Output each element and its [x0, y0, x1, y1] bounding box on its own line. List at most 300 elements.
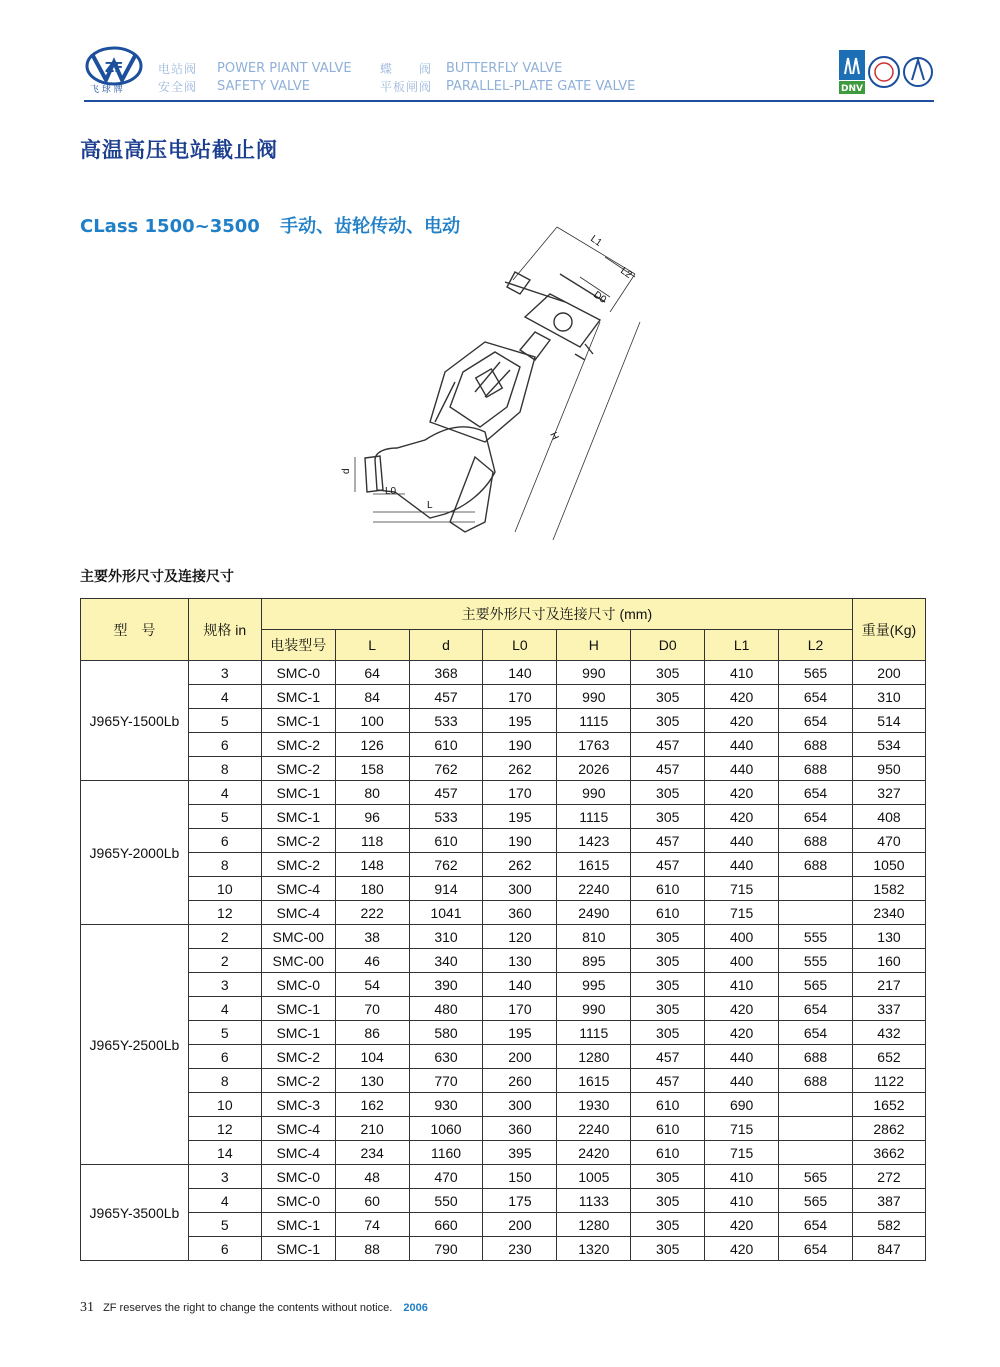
table-cell: 410	[705, 973, 779, 997]
table-cell: 162	[335, 1093, 409, 1117]
table-cell: 222	[335, 901, 409, 925]
table-cell: 550	[409, 1189, 483, 1213]
table-cell: 195	[483, 805, 557, 829]
table-cell: 195	[483, 1021, 557, 1045]
table-cell: 580	[409, 1021, 483, 1045]
table-cell: 1115	[557, 1021, 631, 1045]
table-cell: 470	[852, 829, 925, 853]
table-cell: 300	[483, 877, 557, 901]
table-cell: 895	[557, 949, 631, 973]
table-cell: SMC-4	[261, 1117, 335, 1141]
table-cell: 3	[188, 1165, 261, 1189]
table-cell: 2240	[557, 877, 631, 901]
table-row	[81, 1069, 926, 1093]
table-row	[81, 1093, 926, 1117]
table-cell: 457	[631, 829, 705, 853]
table-row	[81, 709, 926, 733]
table-cell: 368	[409, 661, 483, 685]
table-cell: 2340	[852, 901, 925, 925]
table-cell: 262	[483, 757, 557, 781]
table-cell: 2490	[557, 901, 631, 925]
header-right-cn-1: 蝶 阀	[380, 62, 433, 76]
table-cell: 610	[409, 829, 483, 853]
header-dimensions: 主要外形尺寸及连接尺寸 (mm)	[261, 599, 852, 630]
table-cell: 420	[705, 1021, 779, 1045]
table-row	[81, 781, 926, 805]
table-cell: 217	[852, 973, 925, 997]
header-left-en-2: SAFETY VALVE	[217, 79, 310, 94]
table-cell: SMC-4	[261, 877, 335, 901]
subheader-cell: L	[335, 630, 409, 661]
table-row	[81, 925, 926, 949]
table-cell: SMC-2	[261, 829, 335, 853]
table-cell: 514	[852, 709, 925, 733]
table-cell: SMC-1	[261, 781, 335, 805]
table-cell: 480	[409, 997, 483, 1021]
page-number: 31	[80, 1300, 94, 1315]
table-cell: 180	[335, 877, 409, 901]
table-cell: 305	[631, 949, 705, 973]
table-cell: 654	[779, 997, 853, 1021]
table-cell: 457	[631, 1045, 705, 1069]
table-cell: 200	[483, 1045, 557, 1069]
table-cell: 5	[188, 1213, 261, 1237]
table-cell: 130	[335, 1069, 409, 1093]
table-cell: 12	[188, 1117, 261, 1141]
table-cell: 654	[779, 805, 853, 829]
table-cell: 533	[409, 709, 483, 733]
table-cell: SMC-0	[261, 1165, 335, 1189]
table-cell: 534	[852, 733, 925, 757]
table-cell: 3662	[852, 1141, 925, 1165]
table-cell: 360	[483, 1117, 557, 1141]
table-cell: 408	[852, 805, 925, 829]
table-cell: 305	[631, 925, 705, 949]
label-D0: D0	[591, 289, 609, 306]
table-cell: 1133	[557, 1189, 631, 1213]
table-cell: 310	[852, 685, 925, 709]
table-cell: 170	[483, 997, 557, 1021]
table-cell: 8	[188, 853, 261, 877]
table-cell: 1041	[409, 901, 483, 925]
header-model: 型 号	[81, 599, 189, 661]
table-cell: 170	[483, 781, 557, 805]
drive-types: 手动、齿轮传动、电动	[280, 216, 461, 237]
table-cell: 660	[409, 1213, 483, 1237]
table-cell: 610	[631, 1093, 705, 1117]
table-row	[81, 733, 926, 757]
table-cell: 60	[335, 1189, 409, 1213]
table-cell: 160	[852, 949, 925, 973]
table-cell: 1652	[852, 1093, 925, 1117]
table-cell: 2	[188, 925, 261, 949]
table-row	[81, 829, 926, 853]
table-cell: 74	[335, 1213, 409, 1237]
table-row	[81, 1141, 926, 1165]
table-cell: 1320	[557, 1237, 631, 1261]
table-cell: 565	[779, 1189, 853, 1213]
header-size: 规格 in	[188, 599, 261, 661]
table-cell	[779, 901, 853, 925]
table-row	[81, 661, 926, 685]
table-row	[81, 1237, 926, 1261]
label-L2: L2	[618, 265, 634, 281]
table-cell: SMC-1	[261, 1237, 335, 1261]
table-cell: 38	[335, 925, 409, 949]
table-cell: 1060	[409, 1117, 483, 1141]
table-cell: 300	[483, 1093, 557, 1117]
table-cell: 1423	[557, 829, 631, 853]
table-cell: 432	[852, 1021, 925, 1045]
header-right-cn	[380, 60, 432, 96]
table-cell: 10	[188, 1093, 261, 1117]
table-cell: 654	[779, 1237, 853, 1261]
table-cell: 1115	[557, 709, 631, 733]
table-cell: 555	[779, 925, 853, 949]
table-cell	[779, 1117, 853, 1141]
table-cell: 340	[409, 949, 483, 973]
table-cell: 440	[705, 733, 779, 757]
table-cell: 54	[335, 973, 409, 997]
table-cell: 420	[705, 781, 779, 805]
table-cell: 262	[483, 853, 557, 877]
table-cell: 5	[188, 805, 261, 829]
header-right-en	[446, 60, 635, 96]
table-row	[81, 1117, 926, 1141]
table-cell: 130	[852, 925, 925, 949]
table-cell: 565	[779, 1165, 853, 1189]
table-cell: 420	[705, 1213, 779, 1237]
table-cell: 4	[188, 997, 261, 1021]
table-cell: 305	[631, 685, 705, 709]
class-range: CLass 1500~3500	[80, 216, 260, 237]
table-cell: SMC-1	[261, 805, 335, 829]
table-cell: 565	[779, 973, 853, 997]
table-cell: 1582	[852, 877, 925, 901]
table-cell: 990	[557, 685, 631, 709]
table-cell: 305	[631, 1021, 705, 1045]
table-cell: SMC-4	[261, 1141, 335, 1165]
table-cell: 914	[409, 877, 483, 901]
header-left-cn	[158, 60, 197, 96]
table-cell: 395	[483, 1141, 557, 1165]
table-cell: SMC-1	[261, 685, 335, 709]
table-cell: 715	[705, 1141, 779, 1165]
table-cell: 457	[631, 1069, 705, 1093]
table-cell: SMC-1	[261, 1213, 335, 1237]
table-cell: 200	[483, 1213, 557, 1237]
table-cell: 8	[188, 757, 261, 781]
table-cell: SMC-2	[261, 853, 335, 877]
table-cell: 790	[409, 1237, 483, 1261]
table-cell: 310	[409, 925, 483, 949]
table-row	[81, 949, 926, 973]
table-cell: 810	[557, 925, 631, 949]
table-cell: 654	[779, 685, 853, 709]
table-row	[81, 997, 926, 1021]
table-cell: 457	[631, 733, 705, 757]
table-cell: 420	[705, 709, 779, 733]
table-cell: 2862	[852, 1117, 925, 1141]
table-row	[81, 1213, 926, 1237]
table-cell: 272	[852, 1165, 925, 1189]
table-cell: 210	[335, 1117, 409, 1141]
table-cell: 654	[779, 781, 853, 805]
table-cell: 1280	[557, 1045, 631, 1069]
table-cell: 610	[631, 1141, 705, 1165]
table-cell: 582	[852, 1213, 925, 1237]
table-cell: 104	[335, 1045, 409, 1069]
subheader-cell: 电装型号	[261, 630, 335, 661]
table-cell: 690	[705, 1093, 779, 1117]
table-cell: 610	[631, 1117, 705, 1141]
table-cell: 688	[779, 1045, 853, 1069]
table-cell: 950	[852, 757, 925, 781]
table-cell: 1050	[852, 853, 925, 877]
subheader-cell: L0	[483, 630, 557, 661]
table-cell	[779, 877, 853, 901]
table-cell: 654	[779, 709, 853, 733]
table-cell: 770	[409, 1069, 483, 1093]
table-cell: 1005	[557, 1165, 631, 1189]
model-cell: J965Y-2000Lb	[81, 781, 189, 925]
table-cell: 80	[335, 781, 409, 805]
table-cell: 565	[779, 661, 853, 685]
table-cell: 440	[705, 1045, 779, 1069]
table-cell: 688	[779, 829, 853, 853]
table-cell: SMC-0	[261, 973, 335, 997]
table-cell: 1615	[557, 1069, 631, 1093]
table-cell: 3	[188, 973, 261, 997]
table-cell: SMC-0	[261, 661, 335, 685]
table-cell: 1763	[557, 733, 631, 757]
table-cell: 990	[557, 661, 631, 685]
table-cell: SMC-1	[261, 1021, 335, 1045]
table-row	[81, 877, 926, 901]
table-cell: 200	[852, 661, 925, 685]
table-cell: 8	[188, 1069, 261, 1093]
table-row	[81, 685, 926, 709]
subheader-cell: L2	[779, 630, 853, 661]
table-cell: 990	[557, 781, 631, 805]
table-cell: 410	[705, 1189, 779, 1213]
table-cell: 4	[188, 1189, 261, 1213]
subheader-cell: L1	[705, 630, 779, 661]
header-left-cn-2: 安全阀	[158, 80, 198, 94]
table-cell: 4	[188, 781, 261, 805]
table-cell: 195	[483, 709, 557, 733]
table-cell: 990	[557, 997, 631, 1021]
table-cell: 420	[705, 1237, 779, 1261]
table-cell: 130	[483, 949, 557, 973]
table-row	[81, 757, 926, 781]
header-left-cn-1: 电站阀	[158, 62, 198, 76]
table-cell: 847	[852, 1237, 925, 1261]
table-cell: 995	[557, 973, 631, 997]
dnv-label: DNV	[841, 84, 863, 94]
table-cell: SMC-2	[261, 757, 335, 781]
subheader-cell: H	[557, 630, 631, 661]
certification-logos-icon	[839, 50, 934, 98]
table-cell: 440	[705, 757, 779, 781]
table-cell: 762	[409, 757, 483, 781]
table-row	[81, 805, 926, 829]
table-cell: 140	[483, 661, 557, 685]
table-cell: 10	[188, 877, 261, 901]
table-cell: 688	[779, 757, 853, 781]
table-cell: 1160	[409, 1141, 483, 1165]
table-cell: 2420	[557, 1141, 631, 1165]
table-cell: 715	[705, 1117, 779, 1141]
table-cell: 715	[705, 877, 779, 901]
label-L1: L1	[588, 233, 604, 249]
label-d: d	[341, 468, 352, 474]
table-cell	[779, 1093, 853, 1117]
table-cell: 170	[483, 685, 557, 709]
table-cell: 6	[188, 1045, 261, 1069]
table-cell: 533	[409, 805, 483, 829]
table-cell: 440	[705, 1069, 779, 1093]
table-cell: 457	[409, 781, 483, 805]
table-cell: 688	[779, 853, 853, 877]
table-cell: 120	[483, 925, 557, 949]
table-cell: 688	[779, 733, 853, 757]
table-cell: 12	[188, 901, 261, 925]
table-cell: 305	[631, 1165, 705, 1189]
table-cell: 457	[631, 757, 705, 781]
table-cell: SMC-00	[261, 925, 335, 949]
table-cell: 654	[779, 1021, 853, 1045]
table-cell: SMC-1	[261, 709, 335, 733]
table-cell: 5	[188, 1021, 261, 1045]
table-cell: 420	[705, 685, 779, 709]
table-cell: 88	[335, 1237, 409, 1261]
table-cell: 1615	[557, 853, 631, 877]
table-cell: 46	[335, 949, 409, 973]
table-cell: 175	[483, 1189, 557, 1213]
table-cell: 305	[631, 805, 705, 829]
table-cell: 126	[335, 733, 409, 757]
table-cell: 305	[631, 997, 705, 1021]
table-cell: 1122	[852, 1069, 925, 1093]
table-cell: 688	[779, 1069, 853, 1093]
table-cell: 652	[852, 1045, 925, 1069]
header-left-en-1: POWER PIANT VALVE	[217, 61, 352, 76]
header-weight: 重量(Kg)	[852, 599, 925, 661]
table-cell: 4	[188, 685, 261, 709]
table-row	[81, 853, 926, 877]
table-cell: 260	[483, 1069, 557, 1093]
header-divider	[84, 100, 934, 102]
table-cell: SMC-3	[261, 1093, 335, 1117]
label-L: L	[427, 500, 433, 511]
page-footer	[80, 1300, 428, 1316]
table-cell: 410	[705, 1165, 779, 1189]
footer-notice: ZF reserves the right to change the contents without notice.	[103, 1302, 393, 1314]
model-cell: J965Y-2500Lb	[81, 925, 189, 1165]
table-cell: 158	[335, 757, 409, 781]
table-cell: 654	[779, 1213, 853, 1237]
table-row	[81, 973, 926, 997]
table-cell: 1115	[557, 805, 631, 829]
table-row	[81, 1189, 926, 1213]
table-cell: 410	[705, 661, 779, 685]
table-cell: 1930	[557, 1093, 631, 1117]
table-cell: 305	[631, 973, 705, 997]
brand-name: 飞 球 牌	[90, 85, 123, 95]
table-cell	[779, 1141, 853, 1165]
table-cell: 305	[631, 661, 705, 685]
table-cell: 6	[188, 733, 261, 757]
table-cell: 96	[335, 805, 409, 829]
table-cell: 457	[409, 685, 483, 709]
subheader-cell: D0	[631, 630, 705, 661]
table-cell: SMC-1	[261, 997, 335, 1021]
table-cell: 64	[335, 661, 409, 685]
model-cell: J965Y-1500Lb	[81, 661, 189, 781]
table-cell: 118	[335, 829, 409, 853]
table-cell: SMC-2	[261, 1045, 335, 1069]
table-cell: 762	[409, 853, 483, 877]
table-cell: 140	[483, 973, 557, 997]
table-cell: SMC-4	[261, 901, 335, 925]
table-cell: 6	[188, 829, 261, 853]
header-right-cn-2: 平板闸阀	[380, 80, 433, 94]
table-cell: 327	[852, 781, 925, 805]
table-cell: 420	[705, 997, 779, 1021]
valve-diagram	[335, 222, 660, 542]
table-cell: 3	[188, 661, 261, 685]
table-cell: 234	[335, 1141, 409, 1165]
table-cell: 305	[631, 781, 705, 805]
page-title: 高温高压电站截止阀	[80, 138, 278, 162]
table-cell: 70	[335, 997, 409, 1021]
table-cell: 420	[705, 805, 779, 829]
table-cell: 6	[188, 1237, 261, 1261]
table-cell: 190	[483, 829, 557, 853]
table-cell: 610	[631, 877, 705, 901]
table-cell: 630	[409, 1045, 483, 1069]
table-cell: 610	[631, 901, 705, 925]
header-right-en-1: BUTTERFLY VALVE	[446, 61, 563, 76]
table-cell: 387	[852, 1189, 925, 1213]
table-cell: 305	[631, 1213, 705, 1237]
model-cell: J965Y-3500Lb	[81, 1165, 189, 1261]
table-cell: 148	[335, 853, 409, 877]
table-cell: 360	[483, 901, 557, 925]
page-header	[84, 40, 934, 104]
table-cell: 2026	[557, 757, 631, 781]
table-cell: 305	[631, 709, 705, 733]
table-row	[81, 901, 926, 925]
table-cell: SMC-2	[261, 1069, 335, 1093]
table-cell: 190	[483, 733, 557, 757]
table-cell: 2240	[557, 1117, 631, 1141]
table-cell: 305	[631, 1237, 705, 1261]
table-cell: 84	[335, 685, 409, 709]
table-cell: 337	[852, 997, 925, 1021]
table-cell: 86	[335, 1021, 409, 1045]
table-cell: SMC-2	[261, 733, 335, 757]
table-cell: 390	[409, 973, 483, 997]
label-L0: L0	[385, 486, 397, 497]
section-title: 主要外形尺寸及连接尺寸	[80, 569, 234, 585]
table-cell: 305	[631, 1189, 705, 1213]
table-row	[81, 1165, 926, 1189]
table-cell: 48	[335, 1165, 409, 1189]
table-cell: 2	[188, 949, 261, 973]
svg-text:ZF: ZF	[104, 61, 124, 76]
